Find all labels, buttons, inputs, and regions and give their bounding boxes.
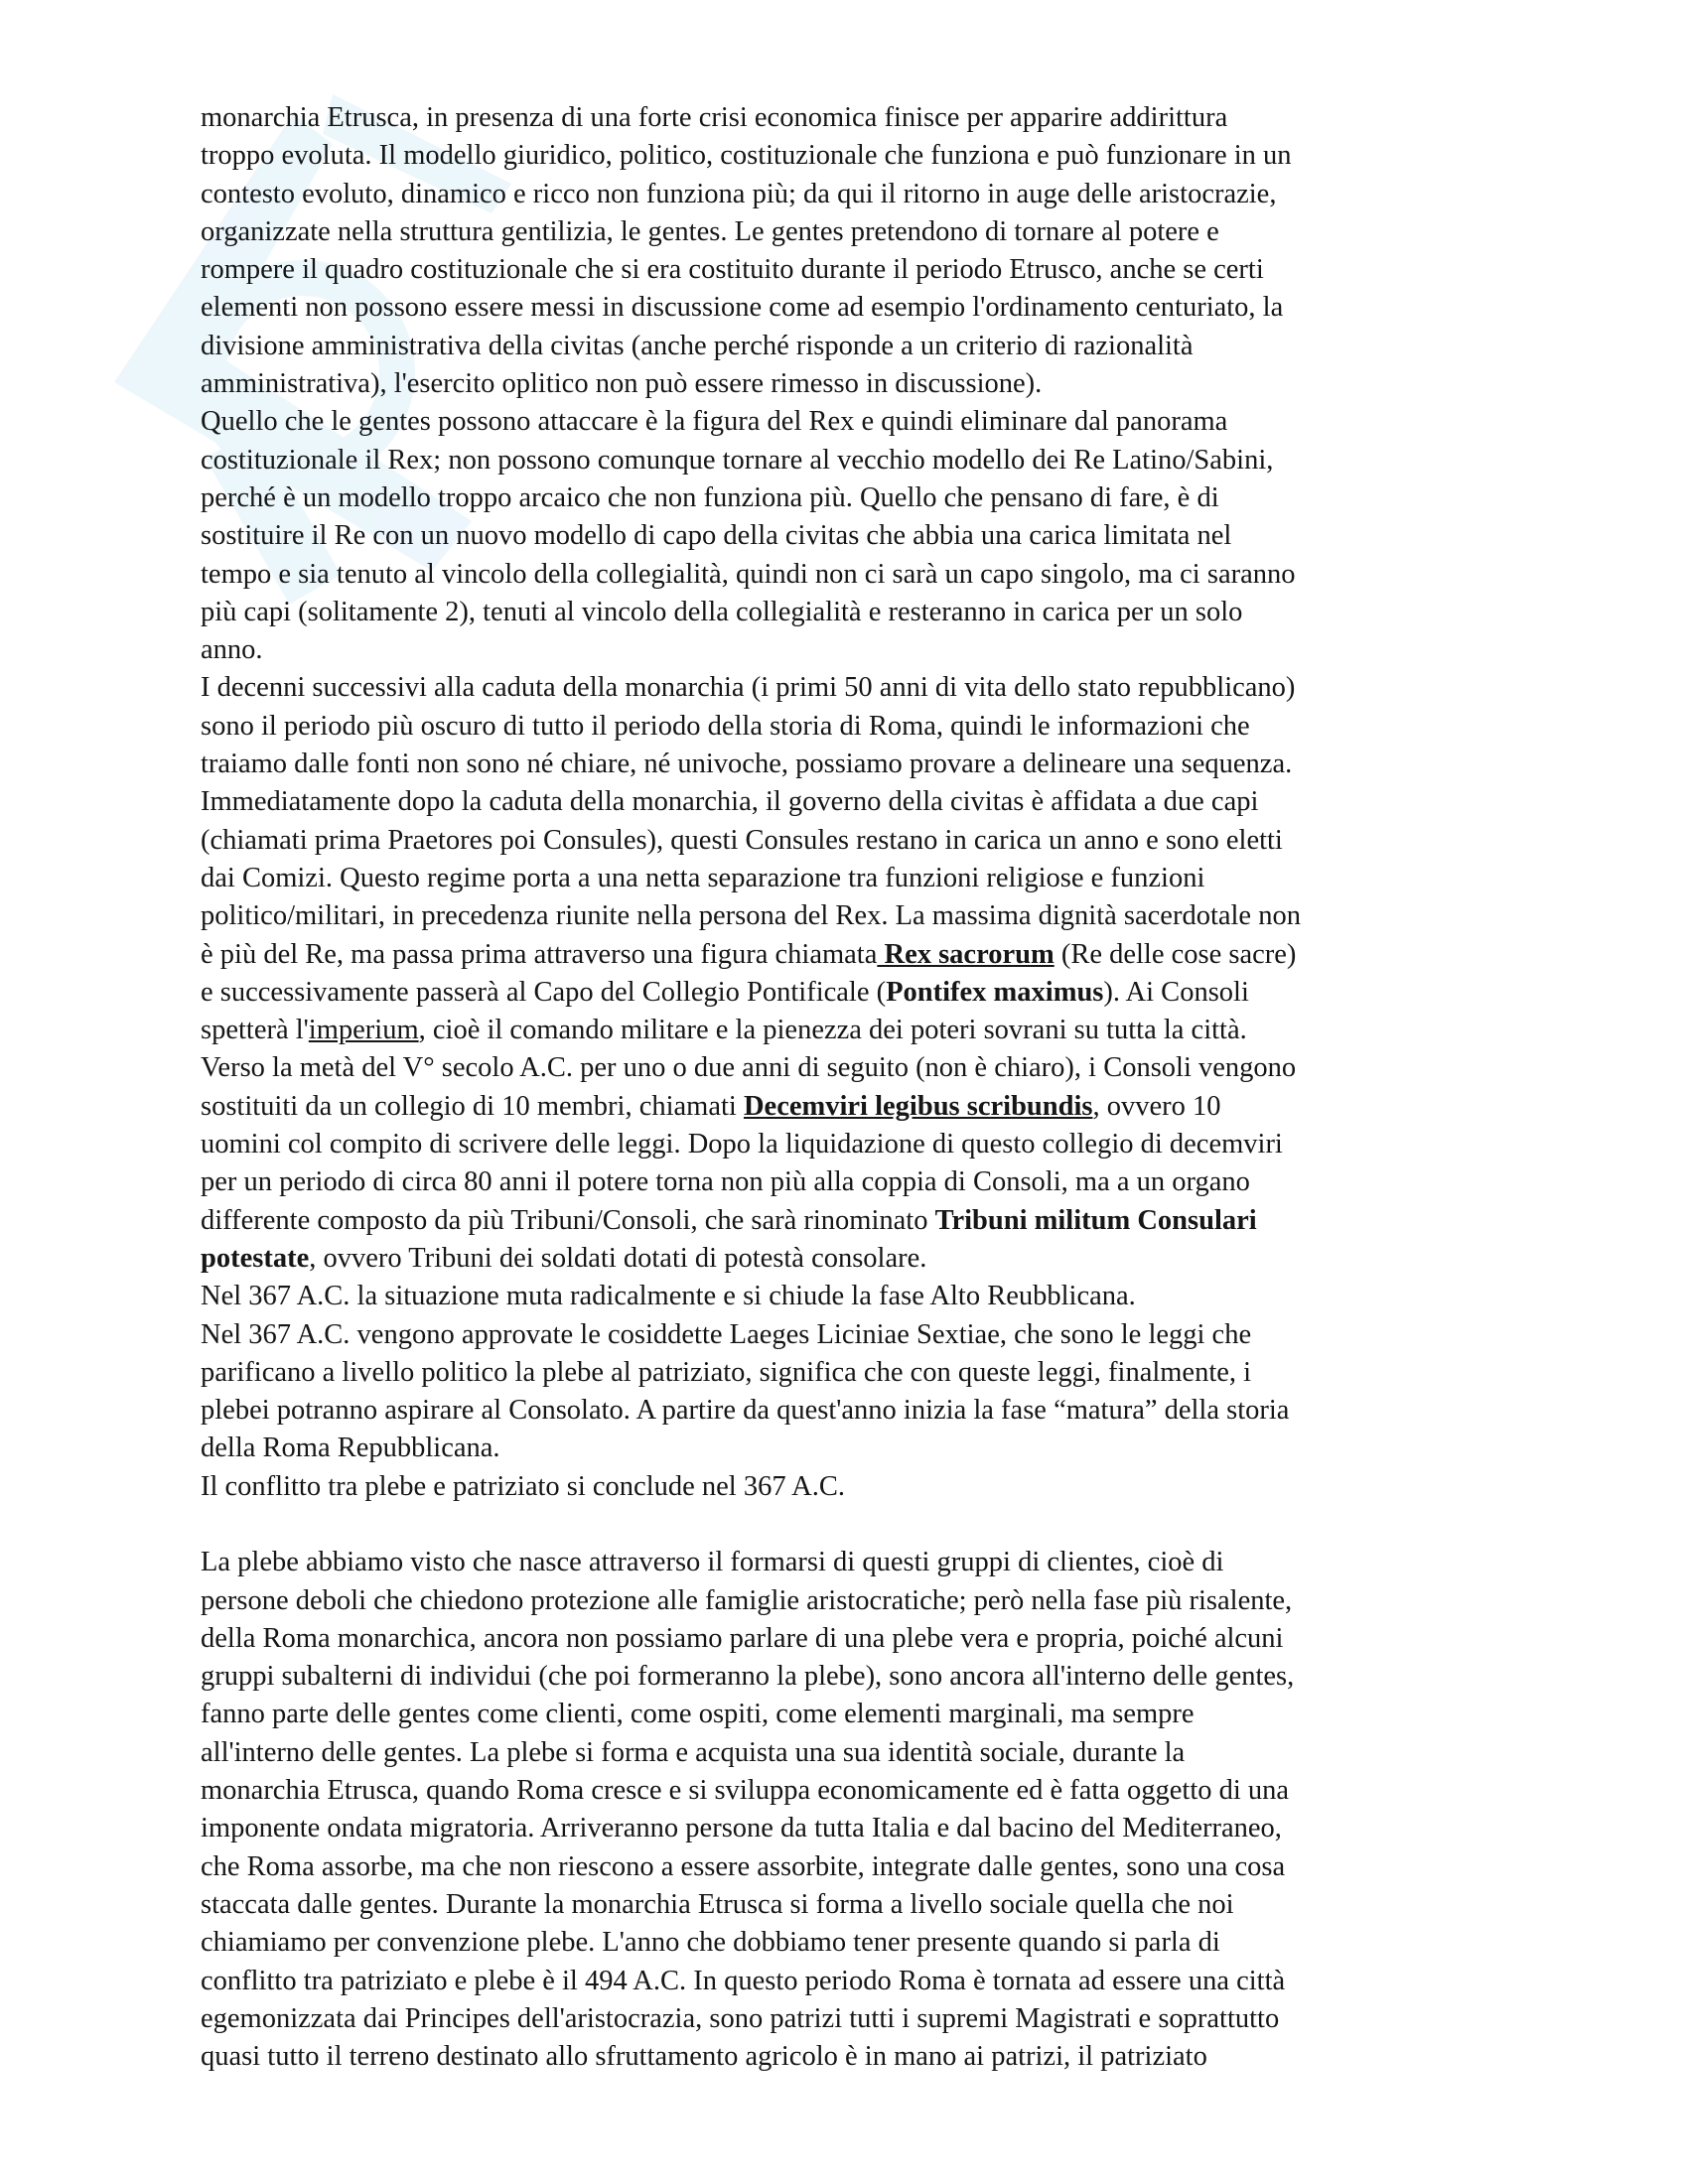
term-decemviri: Decemviri legibus scribundis — [743, 1090, 1093, 1122]
text-line: imponente ondata migratoria. Arriveranno persone da tutta Italia e dal bacino del Mediterraneo, — [201, 1813, 1282, 1844]
term-rex-sacrorum: Rex sacrorum — [877, 938, 1055, 970]
text-line: perché è un modello troppo arcaico che non funziona più. Quello che pensano di fare, è di — [201, 481, 1219, 513]
text-line: più capi (solitamente 2), tenuti al vincolo della collegialità e resteranno in carica per un solo — [201, 596, 1243, 627]
text-line — [201, 936, 1521, 974]
paragraph — [201, 1316, 1521, 1468]
text-line: Nel 367 A.C. vengono approvate le cosiddette Laeges Liciniae Sextiae, che sono le leggi che — [201, 1318, 1252, 1350]
text-line: La plebe abbiamo visto che nasce attraverso il formarsi di questi gruppi di clientes, cioè di — [201, 1547, 1224, 1578]
term-potestate: potestate — [201, 1242, 310, 1274]
text-line: sostituire il Re con un nuovo modello di capo della civitas che abbia una carica limitata nel — [201, 520, 1232, 552]
text-line: chiamiamo per convenzione plebe. L'anno che dobbiamo tener presente quando si parla di — [201, 1927, 1220, 1959]
text-line: monarchia Etrusca, quando Roma cresce e si sviluppa economicamente ed è fatta oggetto di una — [201, 1775, 1290, 1807]
text-span: ). Ai Consoli — [1103, 976, 1249, 1008]
text-line: organizzate nella struttura gentilizia, le gentes. Le gentes pretendono di tornare al potere e — [201, 215, 1219, 247]
text-line: che Roma assorbe, ma che non riescono a essere assorbite, integrate dalle gentes, sono una cosa — [201, 1850, 1286, 1882]
text-line: quasi tutto il terreno destinato allo sfruttamento agricolo è in mano ai patrizi, il patriziato — [201, 2041, 1207, 2073]
text-span: sostituiti da un collegio di 10 membri, chiamati — [201, 1090, 744, 1122]
paragraph — [201, 1468, 1521, 1506]
text-span: e successivamente passerà al Capo del Collegio Pontificale ( — [201, 976, 887, 1008]
text-span: (Re delle cose sacre) — [1054, 938, 1297, 970]
term-pontifex-maximus: Pontifex maximus — [886, 976, 1104, 1008]
text-line: monarchia Etrusca, in presenza di una forte crisi economica finisce per apparire addirittura — [201, 102, 1228, 133]
text-line: (chiamati prima Praetores poi Consules), questi Consules restano in carica un anno e sono eletti — [201, 824, 1283, 856]
text-line: troppo evoluta. Il modello giuridico, politico, costituzionale che funziona e può funzionare in un — [201, 140, 1292, 172]
text-line: rompere il quadro costituzionale che si era costituito durante il periodo Etrusco, anche se certi — [201, 254, 1264, 286]
text-line: staccata dalle gentes. Durante la monarchia Etrusca si forma a livello sociale quella che noi — [201, 1888, 1234, 1920]
text-line: Verso la metà del V° secolo A.C. per uno o due anni di seguito (non è chiaro), i Consoli vengono — [201, 1052, 1297, 1084]
paragraph — [201, 403, 1521, 669]
text-line: fanno parte delle gentes come clienti, come ospiti, come elementi marginali, ma sempre — [201, 1699, 1195, 1730]
text-line: Nel 367 A.C. la situazione muta radicalmente e si chiude la fase Alto Reubblicana. — [201, 1281, 1136, 1312]
text-line: egemonizzata dai Principes dell'aristocrazia, sono patrizi tutti i supremi Magistrati e soprattutto — [201, 2002, 1280, 2034]
text-line: costituzionale il Rex; non possono comunque tornare al vecchio modello dei Re Latino/Sabini, — [201, 444, 1274, 476]
text-line — [201, 1088, 1521, 1126]
paragraph — [201, 1278, 1521, 1315]
text-line — [201, 974, 1521, 1012]
text-span: è più del Re, ma passa prima attraverso una figura chiamata — [201, 938, 878, 970]
text-line: dai Comizi. Questo regime porta a una netta separazione tra funzioni religiose e funzioni — [201, 862, 1205, 893]
text-line: Il conflitto tra plebe e patriziato si conclude nel 367 A.C. — [201, 1470, 845, 1502]
text-line — [201, 1012, 1521, 1049]
text-line — [201, 1202, 1521, 1240]
text-line: persone deboli che chiedono protezione alle famiglie aristocratiche; però nella fase più risalente, — [201, 1584, 1293, 1616]
text-span: differente composto da più Tribuni/Consoli, che sarà rinominato — [201, 1204, 935, 1236]
text-line: della Roma Repubblicana. — [201, 1433, 500, 1464]
document-body — [201, 99, 1521, 2076]
text-line: contesto evoluto, dinamico e ricco non funziona più; da qui il ritorno in auge delle aristocrazie, — [201, 178, 1277, 209]
text-line: all'interno delle gentes. La plebe si forma e acquista una sua identità sociale, durante la — [201, 1736, 1186, 1768]
text-line: tempo e sia tenuto al vincolo della collegialità, quindi non ci sarà un capo singolo, ma ci saranno — [201, 558, 1296, 590]
text-line: plebei potranno aspirare al Consolato. A partire da quest'anno inizia la fase “matura” della storia — [201, 1395, 1290, 1427]
text-line: conflitto tra patriziato e plebe è il 494 A.C. In questo periodo Roma è tornata ad essere una città — [201, 1965, 1286, 1996]
text-line: Quello che le gentes possono attaccare è la figura del Rex e quindi eliminare dal panorama — [201, 406, 1228, 438]
paragraph — [201, 99, 1521, 403]
paragraph — [201, 1544, 1521, 2076]
text-line: sono il periodo più oscuro di tutto il periodo della storia di Roma, quindi le informazioni che — [201, 710, 1250, 742]
term-imperium: imperium — [308, 1015, 419, 1046]
text-line: I decenni successivi alla caduta della monarchia (i primi 50 anni di vita dello stato repubblicano) — [201, 672, 1296, 704]
text-line: Immediatamente dopo la caduta della monarchia, il governo della civitas è affidata a due capi — [201, 786, 1259, 818]
text-line: gruppi subalterni di individui (che poi formeranno la plebe), sono ancora all'interno delle gentes, — [201, 1661, 1295, 1693]
term-tribuni-militum: Tribuni militum Consulari — [934, 1204, 1257, 1236]
text-line: anno. — [201, 634, 263, 666]
text-line: parificano a livello politico la plebe al patriziato, significa che con queste leggi, finalmente, i — [201, 1356, 1252, 1388]
text-line: divisione amministrativa della civitas (anche perché risponde a un criterio di razionalità — [201, 330, 1194, 361]
text-line: amministrativa), l'esercito oplitico non può essere rimesso in discussione). — [201, 368, 1043, 400]
text-line: traiamo dalle fonti non sono né chiare, né univoche, possiamo provare a delineare una sequenza. — [201, 749, 1293, 780]
blank-line — [201, 1506, 1521, 1544]
text-line: elementi non possono essere messi in discussione come ad esempio l'ordinamento centuriato, la — [201, 292, 1284, 324]
text-line: della Roma monarchica, ancora non possiamo parlare di una plebe vera e propria, poiché alcuni — [201, 1622, 1284, 1654]
text-line: uomini col compito di scrivere delle leggi. Dopo la liquidazione di questo collegio di decemviri — [201, 1129, 1283, 1160]
text-span: , ovvero Tribuni dei soldati dotati di potestà consolare. — [309, 1242, 927, 1274]
text-span: , ovvero 10 — [1092, 1090, 1221, 1122]
text-span: spetterà l' — [201, 1015, 309, 1046]
text-span: , cioè il comando militare e la pienezza dei poteri sovrani su tutta la città. — [418, 1015, 1247, 1046]
text-line: per un periodo di circa 80 anni il potere torna non più alla coppia di Consoli, ma a un organo — [201, 1166, 1250, 1198]
text-line — [201, 1240, 1521, 1278]
text-line: politico/militari, in precedenza riunite nella persona del Rex. La massima dignità sacerdotale non — [201, 900, 1301, 932]
paragraph — [201, 669, 1521, 1278]
